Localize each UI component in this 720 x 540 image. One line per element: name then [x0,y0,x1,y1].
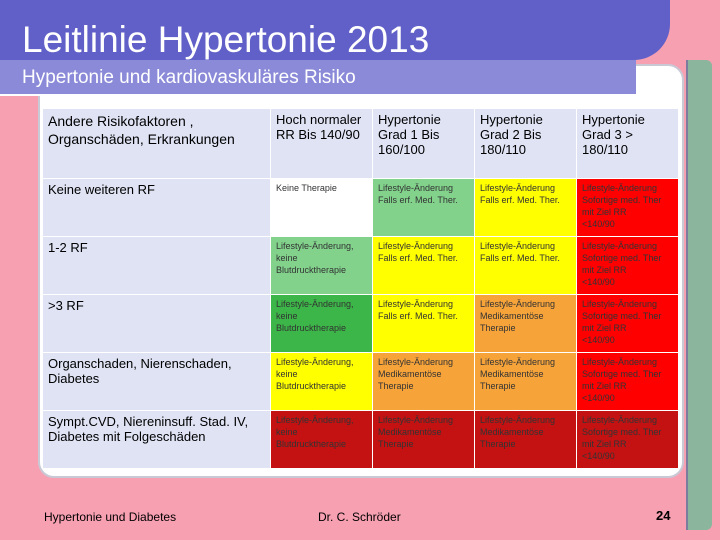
table-cell: Lifestyle-Änderung Falls erf. Med. Ther. [373,295,475,353]
table-cell: Lifestyle-Änderung Falls erf. Med. Ther. [475,179,577,237]
decorative-side-strip [686,60,712,530]
table-header-row [43,109,679,179]
header-cell-grade-2: Hypertonie Grad 2 Bis 180/110 [475,109,577,179]
table-cell: Lifestyle-Änderung Sofortige med. Ther mit Ziel RR <140/90 [577,295,679,353]
table-cell: Lifestyle-Änderung Sofortige med. Ther mit Ziel RR <140/90 [577,237,679,295]
row-label: Sympt.CVD, Niereninsuff. Stad. IV, Diabetes mit Folgeschäden [43,411,271,469]
table-cell: Lifestyle-Änderung Sofortige med. Ther mit Ziel RR <140/90 [577,179,679,237]
slide-title: Leitlinie Hypertonie 2013 [22,19,430,60]
table-row [43,237,679,295]
table-cell: Lifestyle-Änderung, keine Blutdrucktherapie [271,411,373,469]
row-label: 1-2 RF [43,237,271,295]
row-label: Keine weiteren RF [43,179,271,237]
table-row [43,295,679,353]
table-cell: Lifestyle-Änderung Falls erf. Med. Ther. [373,237,475,295]
table-cell: Lifestyle-Änderung Medikamentöse Therapie [475,353,577,411]
risk-table [42,108,679,469]
table-cell: Lifestyle-Änderung Medikamentöse Therapie [373,353,475,411]
footer-left-text: Hypertonie und Diabetes [44,510,177,524]
table-cell: Lifestyle-Änderung, keine Blutdrucktherapie [271,353,373,411]
row-label: >3 RF [43,295,271,353]
header-cell-risk-factors: Andere Risikofaktoren , Organschäden, Erkrankungen [43,109,271,179]
table-cell: Keine Therapie [271,179,373,237]
table-cell: Lifestyle-Änderung Sofortige med. Ther mit Ziel RR <140/90 [577,411,679,469]
table-cell: Lifestyle-Änderung Falls erf. Med. Ther. [373,179,475,237]
header-cell-grade-3: Hypertonie Grad 3 > 180/110 [577,109,679,179]
page-number: 24 [656,508,671,523]
table-row [43,179,679,237]
table-cell: Lifestyle-Änderung, keine Blutdrucktherapie [271,237,373,295]
table-row [43,353,679,411]
header-cell-grade-1: Hypertonie Grad 1 Bis 160/100 [373,109,475,179]
footer-author: Dr. C. Schröder [318,510,401,524]
table-cell: Lifestyle-Änderung Sofortige med. Ther mit Ziel RR <140/90 [577,353,679,411]
table-cell: Lifestyle-Änderung Falls erf. Med. Ther. [475,237,577,295]
table-cell: Lifestyle-Änderung, keine Blutdrucktherapie [271,295,373,353]
row-label: Organschaden, Nierenschaden, Diabetes [43,353,271,411]
table-cell: Lifestyle-Änderung Medikamentöse Therapie [475,411,577,469]
table-cell: Lifestyle-Änderung Medikamentöse Therapie [373,411,475,469]
table-row [43,411,679,469]
slide-subtitle: Hypertonie und kardiovaskuläres Risiko [22,67,356,88]
header-cell-high-normal: Hoch normaler RR Bis 140/90 [271,109,373,179]
table-cell: Lifestyle-Änderung Medikamentöse Therapie [475,295,577,353]
